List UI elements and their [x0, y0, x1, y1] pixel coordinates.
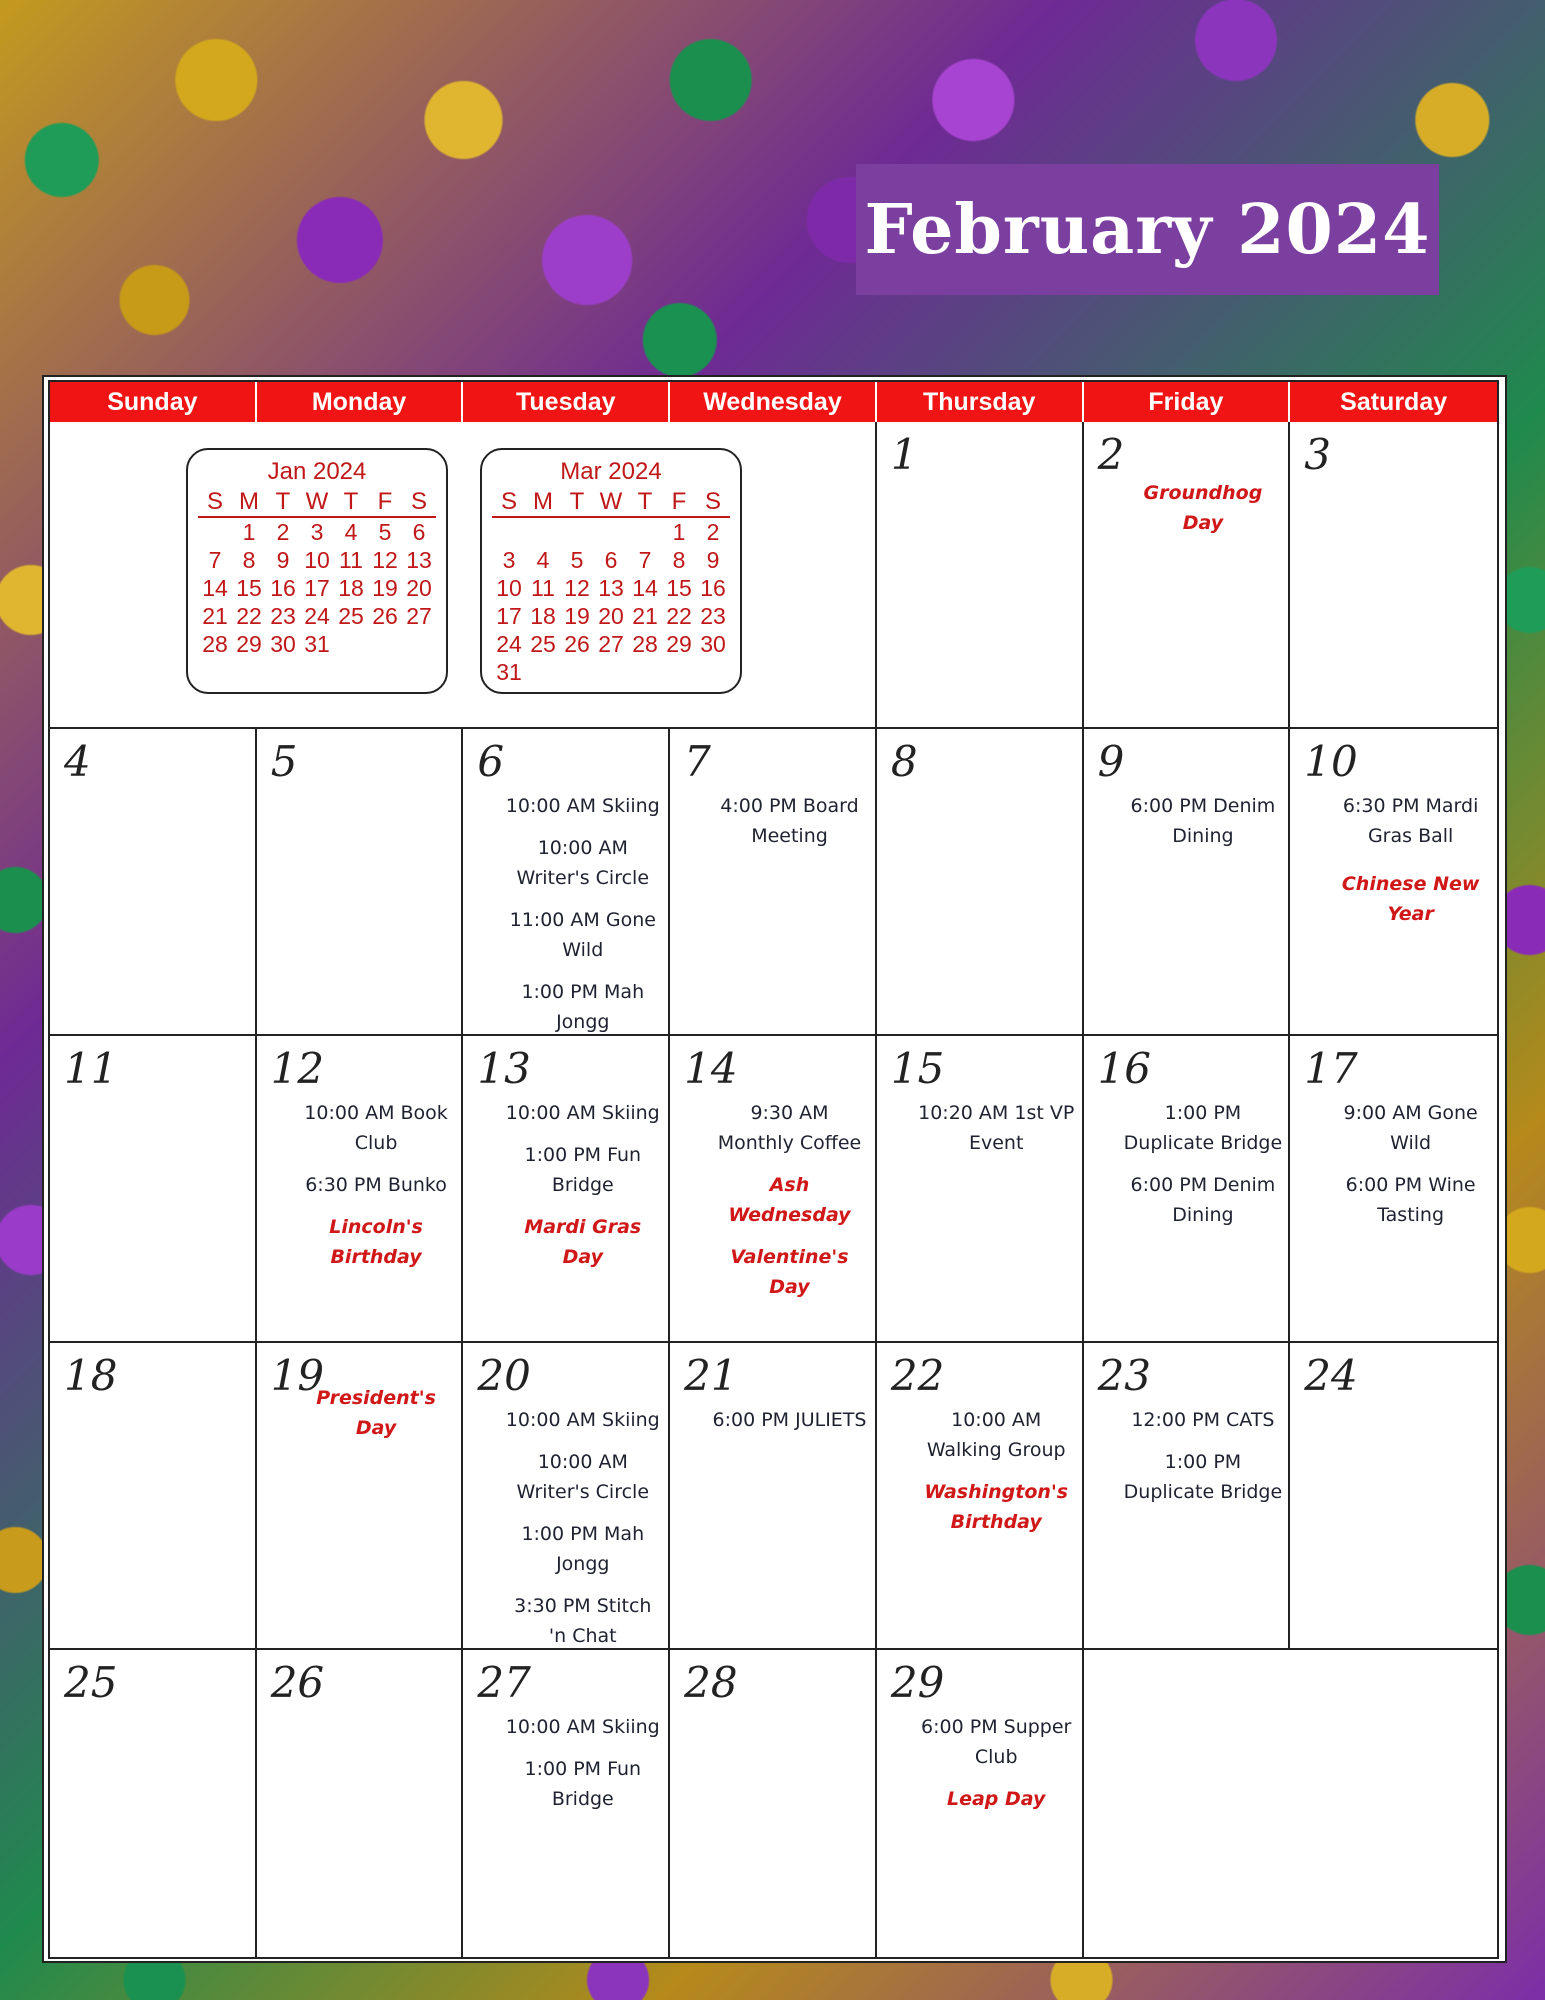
event-item: 10:00 AM Skiing	[505, 1102, 660, 1124]
mini-day-head: W	[300, 488, 334, 518]
mini-day: 29	[666, 631, 692, 657]
mini-calendar-days	[482, 488, 740, 686]
day-cell-27	[463, 1650, 670, 1957]
mini-day: 5	[570, 547, 584, 573]
mini-day-head: T	[628, 488, 662, 518]
mini-day: 31	[496, 659, 522, 685]
mini-calendar-title: Jan 2024	[267, 458, 367, 485]
mini-day-head: F	[662, 488, 696, 518]
day-cell-9	[1084, 729, 1291, 1036]
mini-day: 23	[700, 603, 726, 629]
day-cell-22	[877, 1343, 1084, 1650]
event-item: 12:00 PM CATS	[1131, 1409, 1275, 1431]
mini-day-head: T	[266, 488, 300, 518]
mini-day-head: S	[696, 488, 730, 518]
mini-day: 31	[304, 631, 330, 657]
mini-day: 6	[412, 519, 426, 545]
weekday-saturday: Saturday	[1290, 382, 1497, 422]
day-cell-7	[670, 729, 877, 1036]
day-events	[1124, 1405, 1283, 1519]
day-number: 16	[1097, 1044, 1152, 1093]
event-item: 10:00 AM Book Club	[304, 1102, 448, 1154]
mini-day-head: W	[594, 488, 628, 518]
day-number: 15	[890, 1044, 945, 1093]
mini-day: 30	[700, 631, 726, 657]
mini-day: 26	[564, 631, 590, 657]
day-number: 19	[270, 1351, 325, 1400]
day-number: 10	[1304, 737, 1358, 786]
mini-day: 21	[632, 603, 658, 629]
mini-day: 3	[502, 547, 516, 573]
day-cell-26	[257, 1650, 464, 1957]
mini-calendar-title: Mar 2024	[560, 458, 662, 485]
mini-day: 20	[406, 575, 432, 601]
mini-day: 8	[242, 547, 256, 573]
event-item: 6:00 PM Supper Club	[921, 1716, 1072, 1768]
day-cell-11	[50, 1036, 257, 1343]
mini-day	[526, 518, 560, 546]
mini-day-head: T	[334, 488, 368, 518]
holiday-item: President's Day	[316, 1387, 436, 1439]
calendar	[48, 380, 1499, 1959]
weekday-tuesday: Tuesday	[463, 382, 670, 422]
mini-day-head: F	[368, 488, 402, 518]
day-number: 6	[477, 737, 505, 786]
mini-day: 28	[632, 631, 658, 657]
holiday-item: Valentine's Day	[730, 1246, 849, 1298]
mini-day: 24	[496, 631, 522, 657]
event-item: 10:00 AM Walking Group	[926, 1409, 1066, 1461]
mini-day: 11	[531, 575, 555, 601]
holiday-item: Washington's Birthday	[924, 1481, 1069, 1533]
day-events	[917, 1405, 1076, 1549]
event-item: 1:00 PM Mah Jongg	[521, 981, 645, 1033]
day-number: 2	[1097, 430, 1125, 479]
mini-day: 9	[276, 547, 290, 573]
mini-day: 21	[202, 603, 228, 629]
day-cell-4	[50, 729, 257, 1036]
mini-day: 25	[530, 631, 556, 657]
weekday-thursday: Thursday	[877, 382, 1084, 422]
day-number: 13	[477, 1044, 531, 1093]
day-cell-2	[1084, 422, 1291, 729]
day-number: 18	[64, 1351, 118, 1400]
mini-day: 13	[406, 547, 432, 573]
mini-day: 19	[564, 603, 590, 629]
mini-day: 5	[378, 519, 392, 545]
day-number: 8	[890, 737, 918, 786]
day-cell-12	[257, 1036, 464, 1343]
day-events	[503, 1712, 662, 1826]
mini-day: 17	[304, 575, 330, 601]
day-number: 27	[477, 1658, 531, 1707]
mini-day: 27	[598, 631, 624, 657]
event-item: 6:00 PM Wine Tasting	[1345, 1174, 1476, 1226]
holiday-item: Chinese New Year	[1341, 873, 1480, 925]
empty-cell	[1084, 1650, 1291, 1957]
event-item: 9:00 AM Gone Wild	[1343, 1102, 1478, 1154]
holiday-item: Mardi Gras Day	[524, 1216, 642, 1268]
holiday-item: Lincoln's Birthday	[329, 1216, 423, 1268]
mini-calendar-mar	[480, 448, 742, 694]
day-number: 28	[684, 1658, 738, 1707]
day-cell-14	[670, 1036, 877, 1343]
day-cell-29	[877, 1650, 1084, 1957]
mini-day: 12	[564, 575, 590, 601]
mini-calendar-jan	[186, 448, 448, 694]
mini-day: 24	[304, 603, 330, 629]
mini-calendar-area	[50, 422, 877, 729]
mini-day: 22	[236, 603, 262, 629]
mini-day: 25	[338, 603, 364, 629]
mini-day: 2	[276, 519, 290, 545]
day-number: 12	[270, 1044, 325, 1093]
mini-day: 27	[406, 603, 432, 629]
day-number: 25	[64, 1658, 118, 1707]
holiday-item: Groundhog Day	[1143, 482, 1263, 534]
mini-day	[492, 518, 526, 546]
mini-day: 23	[270, 603, 296, 629]
event-item: 6:30 PM Bunko	[305, 1174, 447, 1196]
event-item: 1:00 PM Duplicate Bridge	[1123, 1102, 1283, 1154]
day-cell-6	[463, 729, 670, 1036]
mini-day-head: S	[492, 488, 526, 518]
day-cell-23	[1084, 1343, 1291, 1650]
mini-day-head: T	[560, 488, 594, 518]
day-number: 1	[890, 430, 918, 479]
event-item: 10:20 AM 1st VP Event	[918, 1102, 1075, 1154]
day-cell-1	[877, 422, 1084, 729]
mini-day: 22	[666, 603, 692, 629]
day-number: 29	[890, 1658, 945, 1707]
event-item: 6:30 PM Mardi Gras Ball	[1342, 795, 1479, 847]
day-events	[917, 1712, 1076, 1826]
day-cell-21	[670, 1343, 877, 1650]
mini-day-head: M	[232, 488, 266, 518]
day-events	[1330, 1098, 1491, 1242]
mini-day: 29	[236, 631, 262, 657]
day-cell-25	[50, 1650, 257, 1957]
mini-day: 18	[338, 575, 364, 601]
event-item: 10:00 AM Skiing	[505, 1409, 660, 1431]
day-number: 4	[64, 737, 91, 786]
event-item: 6:00 PM JULIETS	[712, 1409, 867, 1431]
day-cell-15	[877, 1036, 1084, 1343]
event-item: 6:00 PM Denim Dining	[1130, 795, 1276, 847]
day-cell-10	[1290, 729, 1497, 1036]
day-cell-19	[257, 1343, 464, 1650]
mini-day: 28	[202, 631, 228, 657]
event-item: 11:00 AM Gone Wild	[509, 909, 656, 961]
mini-day: 1	[242, 519, 256, 545]
day-events	[297, 1098, 456, 1284]
day-events	[710, 1098, 869, 1314]
mini-day: 15	[666, 575, 692, 601]
day-events	[917, 1098, 1076, 1170]
mini-day: 19	[372, 575, 398, 601]
day-number: 26	[270, 1658, 325, 1707]
day-cell-18	[50, 1343, 257, 1650]
mini-day: 7	[638, 547, 652, 573]
event-item: 10:00 AM Skiing	[505, 1716, 660, 1738]
weekday-friday: Friday	[1084, 382, 1291, 422]
event-item: 10:00 AM Skiing	[505, 795, 660, 817]
day-events	[297, 1383, 456, 1455]
mini-day: 14	[632, 575, 658, 601]
mini-day	[560, 518, 594, 546]
mini-day: 7	[208, 547, 222, 573]
day-cell-5	[257, 729, 464, 1036]
mini-day: 20	[598, 603, 624, 629]
event-item: 4:00 PM Board Meeting	[720, 795, 859, 847]
day-cell-16	[1084, 1036, 1291, 1343]
weekday-wednesday: Wednesday	[670, 382, 877, 422]
mini-day: 11	[339, 547, 363, 573]
event-item: 6:00 PM Denim Dining	[1130, 1174, 1276, 1226]
mini-day: 10	[304, 547, 330, 573]
day-events	[710, 791, 869, 863]
mini-day	[198, 518, 232, 546]
mini-day-head: S	[402, 488, 436, 518]
holiday-item: Ash Wednesday	[728, 1174, 851, 1226]
day-number: 21	[684, 1351, 738, 1400]
mini-day: 30	[270, 631, 296, 657]
mini-day: 26	[372, 603, 398, 629]
day-cell-13	[463, 1036, 670, 1343]
weekday-sunday: Sunday	[50, 382, 257, 422]
day-events	[710, 1405, 869, 1447]
day-number: 20	[477, 1351, 531, 1400]
mini-day: 3	[310, 519, 324, 545]
mini-calendar-days	[188, 488, 446, 658]
mini-day: 16	[700, 575, 726, 601]
event-item: 1:00 PM Fun Bridge	[524, 1758, 642, 1810]
weekday-monday: Monday	[257, 382, 464, 422]
mini-day: 9	[706, 547, 720, 573]
day-number: 11	[64, 1044, 118, 1093]
mini-day: 13	[598, 575, 624, 601]
mini-day	[628, 518, 662, 546]
day-number: 14	[684, 1044, 738, 1093]
event-item: 9:30 AM Monthly Coffee	[717, 1102, 862, 1154]
mini-day: 18	[530, 603, 556, 629]
mini-day-head: S	[198, 488, 232, 518]
day-number: 22	[890, 1351, 945, 1400]
mini-day: 15	[236, 575, 262, 601]
mini-day-head: M	[526, 488, 560, 518]
calendar-grid	[50, 422, 1497, 1957]
mini-day: 2	[706, 519, 720, 545]
day-cell-17	[1290, 1036, 1497, 1343]
day-number: 5	[270, 737, 298, 786]
day-cell-24	[1290, 1343, 1497, 1650]
day-cell-28	[670, 1650, 877, 1957]
month-title: February 2024	[864, 189, 1431, 270]
mini-day: 14	[202, 575, 228, 601]
mini-day: 1	[672, 519, 686, 545]
event-item: 1:00 PM Mah Jongg	[521, 1523, 645, 1575]
day-events	[1124, 478, 1283, 550]
day-events	[503, 1098, 662, 1284]
mini-day: 16	[270, 575, 296, 601]
day-events	[503, 791, 662, 1036]
event-item: 3:30 PM Stitch 'n Chat	[514, 1595, 652, 1647]
mini-day: 17	[496, 603, 522, 629]
day-number: 3	[1304, 430, 1332, 479]
day-number: 17	[1304, 1044, 1358, 1093]
event-item: 10:00 AM Writer's Circle	[516, 837, 650, 889]
day-number: 7	[684, 737, 711, 786]
day-number: 9	[1097, 737, 1125, 786]
day-events	[1124, 791, 1283, 863]
event-item: 1:00 PM Duplicate Bridge	[1123, 1451, 1283, 1503]
day-cell-8	[877, 729, 1084, 1036]
weekday-header	[50, 382, 1497, 422]
day-events	[1124, 1098, 1283, 1242]
holiday-item: Leap Day	[946, 1788, 1046, 1810]
mini-day: 4	[344, 519, 358, 545]
day-events	[1330, 791, 1491, 941]
event-item: 1:00 PM Fun Bridge	[524, 1144, 642, 1196]
mini-day: 6	[604, 547, 618, 573]
mini-day	[594, 518, 628, 546]
event-item: 10:00 AM Writer's Circle	[516, 1451, 650, 1503]
mini-day: 8	[672, 547, 686, 573]
day-events	[503, 1405, 662, 1650]
day-cell-3	[1290, 422, 1497, 729]
day-number: 23	[1097, 1351, 1152, 1400]
mini-day: 12	[372, 547, 398, 573]
mini-day: 10	[496, 575, 522, 601]
day-cell-20	[463, 1343, 670, 1650]
day-number: 24	[1304, 1351, 1358, 1400]
mini-day: 4	[536, 547, 550, 573]
empty-cell	[1290, 1650, 1497, 1957]
month-title-banner	[856, 164, 1439, 295]
